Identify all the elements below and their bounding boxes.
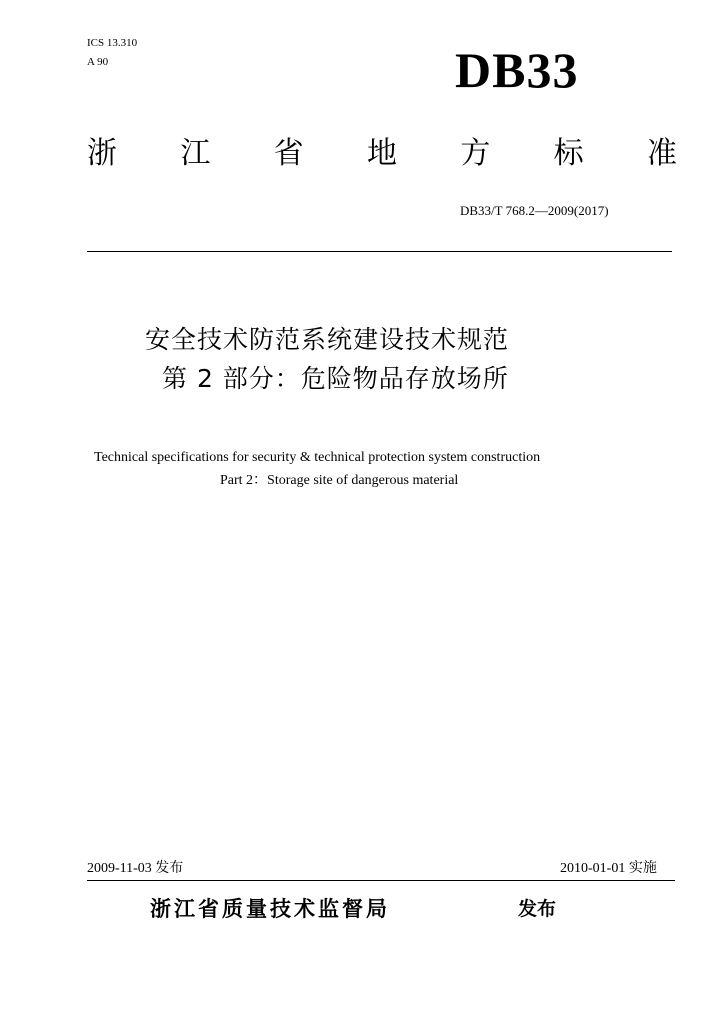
english-title-line-1: Technical specifications for security & technical protection system construction — [94, 450, 541, 465]
standard-type-char: 标 — [553, 136, 584, 171]
standard-logo: DB33 — [455, 42, 579, 98]
standard-type-char: 地 — [366, 136, 397, 171]
standard-type-char: 方 — [460, 136, 491, 171]
standard-code: DB33/T 768.2—2009(2017) — [460, 203, 609, 218]
standard-type-char: 准 — [646, 136, 677, 171]
classification-code: A 90 — [87, 56, 109, 68]
implementation-date: 2010-01-01 实施 — [560, 861, 657, 876]
standard-type-char: 省 — [273, 136, 304, 171]
ics-code: ICS 13.310 — [87, 37, 138, 49]
chinese-title-line-1: 安全技术防范系统建设技术规范 — [145, 325, 510, 354]
header-divider — [87, 251, 672, 252]
standard-type-char: 江 — [180, 136, 211, 171]
standard-type-title — [87, 135, 677, 173]
chinese-title-line-2: 第 2 部分：危险物品存放场所 — [162, 364, 509, 393]
issuing-authority: 浙江省质量技术监督局 — [150, 897, 390, 921]
issue-label: 发布 — [518, 898, 557, 920]
english-title-line-2: Part 2：Storage site of dangerous material — [220, 473, 459, 488]
standard-type-char: 浙 — [87, 136, 117, 171]
issue-date: 2009-11-03 发布 — [87, 861, 184, 876]
footer-divider — [87, 880, 675, 881]
